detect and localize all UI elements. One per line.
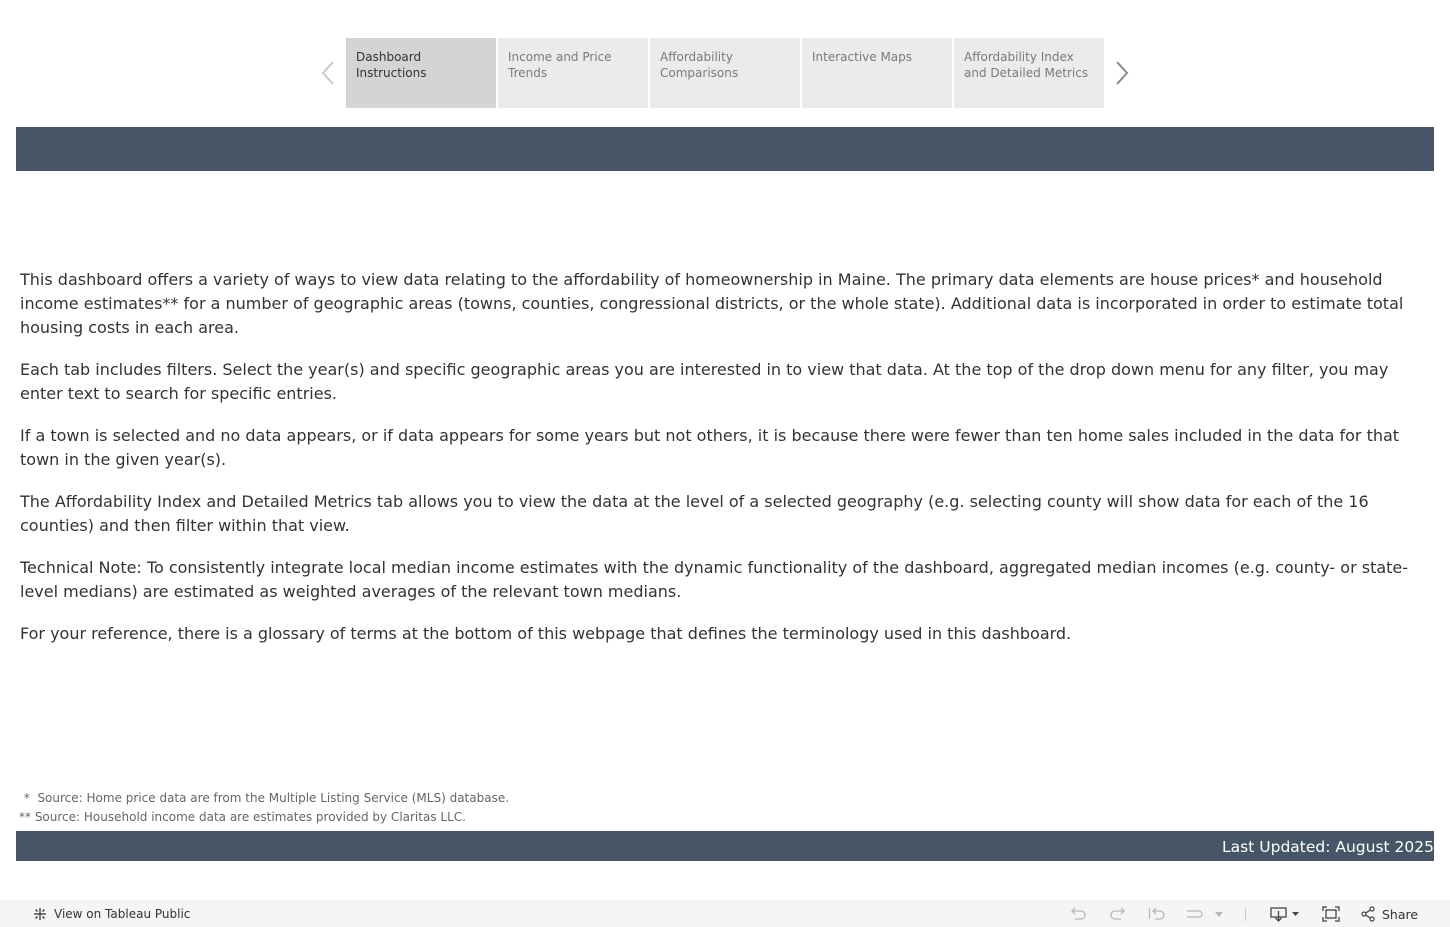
view-on-tableau-public-link[interactable] xyxy=(32,906,190,922)
undo-button[interactable] xyxy=(1069,906,1087,922)
download-icon xyxy=(1270,906,1300,922)
paragraph: The Affordability Index and Detailed Metrics tab allows you to view the data at the level of a selected geography (e.g. selecting county will show data for each of the 16 counties) and then filter within that view. xyxy=(20,492,1369,535)
redo-button[interactable] xyxy=(1109,906,1127,922)
share-button[interactable] xyxy=(1360,906,1418,922)
footnote-income-source: ** Source: Household income data are estimates provided by Claritas LLC. xyxy=(19,810,466,824)
fullscreen-icon xyxy=(1322,906,1340,922)
previous-tab-button[interactable] xyxy=(314,58,342,88)
tab-affordability-comparisons[interactable] xyxy=(650,38,800,108)
revert-icon xyxy=(1148,907,1166,921)
footnote-home-price-source: * Source: Home price data are from the Multiple Listing Service (MLS) database. xyxy=(20,791,510,805)
share-label: Share xyxy=(1382,906,1419,922)
dropdown-icon xyxy=(1214,909,1224,919)
chevron-left-icon xyxy=(321,60,335,86)
paragraph: Each tab includes filters. Select the year(s) and specific geographic areas you are interested in to view that data. At the top of the drop down menu for any filter, you may enter text to search for specific entries. xyxy=(20,360,1389,403)
last-updated-label: Last Updated: August 2025 xyxy=(1222,838,1434,856)
refresh-options-dropdown[interactable] xyxy=(1214,906,1224,922)
view-on-tableau-label: View on Tableau Public xyxy=(54,907,191,921)
tab-label: Affordability Comparisons xyxy=(660,50,739,80)
tab-affordability-index-detailed-metrics[interactable] xyxy=(954,38,1104,108)
share-icon xyxy=(1360,906,1376,922)
tab-label: Income and Price Trends xyxy=(508,50,612,80)
download-button[interactable] xyxy=(1270,906,1300,922)
redo-icon xyxy=(1109,907,1127,921)
refresh-icon xyxy=(1185,907,1205,921)
tab-interactive-maps[interactable] xyxy=(802,38,952,108)
revert-button[interactable] xyxy=(1148,906,1166,922)
tab-label: Interactive Maps xyxy=(812,50,913,64)
paragraph: For your reference, there is a glossary of terms at the bottom of this webpage that defines the terminology used in this dashboard. xyxy=(20,624,1072,643)
chevron-right-icon xyxy=(1115,60,1129,86)
refresh-button[interactable] xyxy=(1185,906,1205,922)
undo-icon xyxy=(1069,907,1087,921)
footnotes xyxy=(20,789,509,827)
footer-band xyxy=(16,831,1434,861)
tableau-toolbar xyxy=(0,900,1450,927)
tab-dashboard-instructions[interactable] xyxy=(346,38,496,108)
fullscreen-button[interactable] xyxy=(1322,906,1340,922)
instructions-text xyxy=(20,268,1432,664)
toolbar-divider xyxy=(1245,908,1246,921)
paragraph: This dashboard offers a variety of ways to view data relating to the affordability of homeownership in Maine. The primary data elements are house prices* and household income estimates** for a number of geographic areas (towns, counties, congressional districts, or the whole state). Additional data is incorporated in order to estimate total housing costs in each area. xyxy=(20,270,1404,337)
paragraph: Technical Note: To consistently integrate local median income estimates with the dynamic functionality of the dashboard, aggregated median incomes (e.g. county- or state-level medians) are estimated as weighted averages of the relevant town medians. xyxy=(20,558,1409,601)
next-tab-button[interactable] xyxy=(1108,58,1136,88)
paragraph: If a town is selected and no data appears, or if data appears for some years but not others, it is because there were fewer than ten home sales included in the data for that town in the given year(s). xyxy=(20,426,1400,469)
tab-income-and-price-trends[interactable] xyxy=(498,38,648,108)
tab-label: Affordability Index and Detailed Metrics xyxy=(964,50,1089,80)
story-navigation xyxy=(314,38,1140,108)
tableau-logo-icon xyxy=(32,906,48,922)
header-band xyxy=(16,127,1434,171)
tab-label: Dashboard Instructions xyxy=(356,50,427,80)
